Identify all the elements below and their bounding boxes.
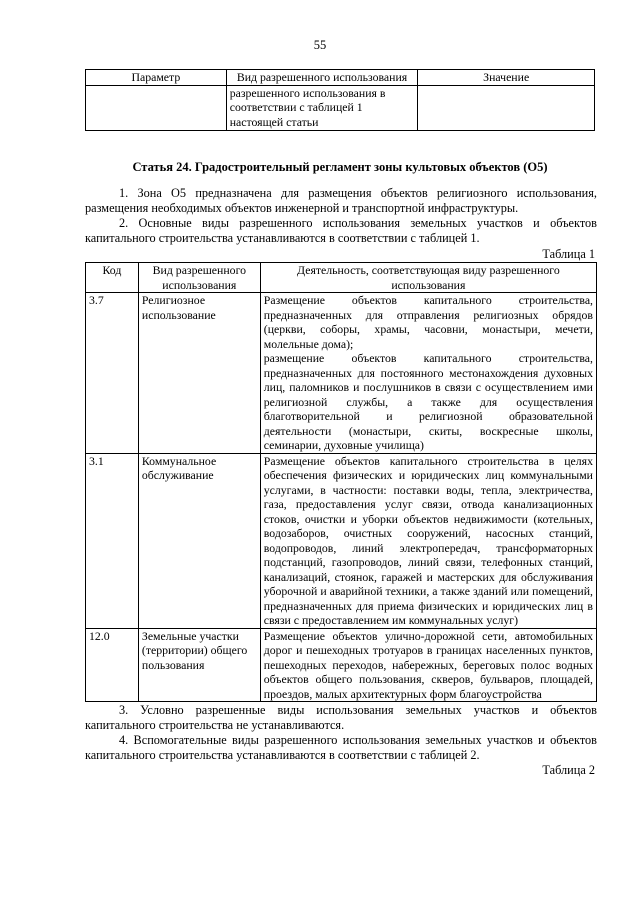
- cell-code: 3.1: [86, 453, 139, 628]
- header-code: Код: [86, 263, 139, 293]
- activity-text-a: Размещение объектов капитального строительства, предназначенных для отправления религиозных обрядов (церкви, соборы, храмы, часовни, монастыри, мечети, молельные дома);: [263, 293, 593, 351]
- table-row: [86, 85, 595, 130]
- table-row: [86, 628, 597, 702]
- table2-caption: Таблица 2: [542, 763, 595, 777]
- cell-activity: Размещение объектов капитального строительства в целях обеспечения физических и юридических лиц коммунальными услугами, в частности: поставки воды, тепла, электричества, газа, предоставления услуг связи, отвода канализационных стоков, очистки и уборки объектов недвижимости (котельных, водозаборов, очистных сооружений, насосных станций, водопроводов, линий электропередач, трансформаторных подстанций, газопроводов, линий связи, телефонных станций, канализаций, стоянок, гаражей и мастерских для обслуживания уборочной и аварийной техники, а также зданий или помещений, предназначенных для приема физических и юридических лиц в связи с предоставлением им коммунальных услуг): [260, 453, 596, 628]
- header-kind: Вид разрешенного использования: [226, 70, 418, 86]
- cell-activity: [260, 293, 596, 454]
- header-activity: Деятельность, соответствующая виду разрешенного использования: [260, 263, 596, 293]
- cell-parameter: [86, 85, 227, 130]
- table1-caption: Таблица 1: [542, 247, 595, 261]
- cell-kind: разрешенного использования в соответствии с таблицей 1 настоящей статьи: [226, 85, 418, 130]
- table-row: [86, 293, 597, 454]
- header-kind: Вид разрешенного использования: [138, 263, 260, 293]
- cell-kind: Религиозное использование: [138, 293, 260, 454]
- paragraph-2: 2. Основные виды разрешенного использования земельных участков и объектов капитального строительства устанавливаются в соответствии с таблицей 1.: [85, 216, 597, 245]
- article-heading: Статья 24. Градостроительный регламент зоны культовых объектов (О5): [132, 160, 548, 174]
- paragraph-1: 1. Зона О5 предназначена для размещения объектов религиозного использования, размещения необходимых объектов инженерной и транспортной инфраструктуры.: [85, 186, 597, 215]
- cell-kind: Земельные участки (территории) общего пользования: [138, 628, 260, 702]
- header-parameter: Параметр: [86, 70, 227, 86]
- page-number: 55: [313, 38, 327, 52]
- paragraph-4: 4. Вспомогательные виды разрешенного использования земельных участков и объектов капитального строительства устанавливаются в соответствии с таблицей 2.: [85, 733, 597, 762]
- table-header-row: [86, 70, 595, 86]
- cell-kind: Коммунальное обслуживание: [138, 453, 260, 628]
- table-1: [85, 262, 597, 702]
- activity-text-b: размещение объектов капитального строительства, предназначенных для постоянного местонахождения духовных лиц, паломников и послушников в связи с осуществлением ими религиозной службы, а также для осуществления благотворительной и религиозной образовательной деятельности (монастыри, скиты, воскресные школы, семинарии, духовные училища): [263, 351, 593, 452]
- cell-value: [418, 85, 595, 130]
- cell-code: 12.0: [86, 628, 139, 702]
- table-header-row: [86, 263, 597, 293]
- continued-table: [85, 69, 595, 131]
- table-row: [86, 453, 597, 628]
- cell-activity: Размещение объектов улично-дорожной сети, автомобильных дорог и пешеходных тротуаров в границах населенных пунктов, пешеходных переходов, набережных, береговых полос водных объектов общего пользования, скверов, бульваров, площадей, проездов, малых архитектурных форм благоустройства: [260, 628, 596, 702]
- cell-code: 3.7: [86, 293, 139, 454]
- header-value: Значение: [418, 70, 595, 86]
- paragraph-3: 3. Условно разрешенные виды использования земельных участков и объектов капитального строительства не устанавливаются.: [85, 703, 597, 732]
